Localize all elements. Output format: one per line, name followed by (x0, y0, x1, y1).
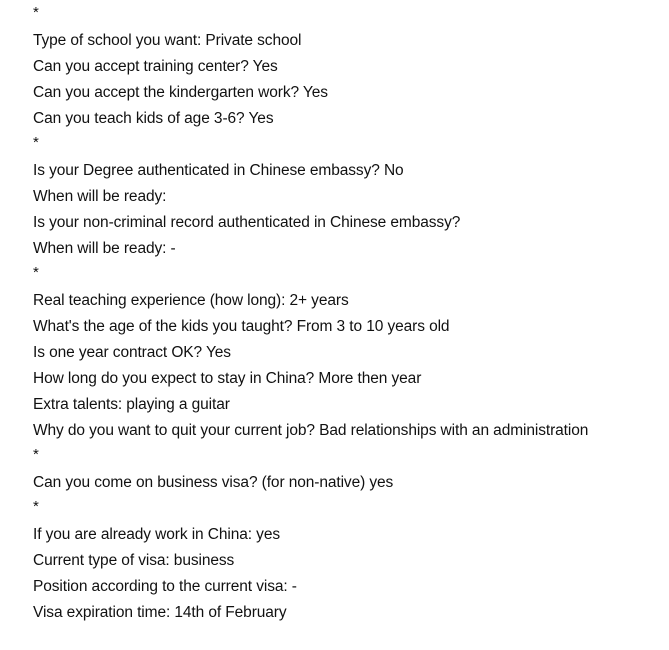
stay-duration-line: How long do you expect to stay in China? More then year (33, 370, 422, 387)
training-center-line: Can you accept training center? Yes (33, 58, 278, 75)
kindergarten-line: Can you accept the kindergarten work? Yes (33, 84, 328, 101)
questionnaire-document (33, 2, 663, 626)
visa-expiration-line: Visa expiration time: 14th of February (33, 604, 287, 621)
work-in-china-line: If you are already work in China: yes (33, 526, 281, 543)
visa-type-line: Current type of visa: business (33, 552, 235, 569)
business-visa-line: Can you come on business visa? (for non-native) yes (33, 474, 394, 491)
extra-talents-line: Extra talents: playing a guitar (33, 396, 230, 413)
section-separator: * (33, 498, 39, 515)
section-separator: * (33, 264, 39, 281)
teaching-experience-line: Real teaching experience (how long): 2+ years (33, 292, 349, 309)
criminal-record-ready-line: When will be ready: - (33, 240, 176, 257)
section-separator: * (33, 134, 39, 151)
teach-kids-age-line: Can you teach kids of age 3-6? Yes (33, 110, 274, 127)
criminal-record-line: Is your non-criminal record authenticated in Chinese embassy? (33, 214, 461, 231)
school-type-line: Type of school you want: Private school (33, 32, 302, 49)
section-separator: * (33, 4, 39, 21)
section-separator: * (33, 446, 39, 463)
visa-position-line: Position according to the current visa: - (33, 578, 297, 595)
degree-ready-line: When will be ready: (33, 188, 167, 205)
quit-reason-line: Why do you want to quit your current job? Bad relationships with an administration (33, 422, 589, 439)
degree-authenticated-line: Is your Degree authenticated in Chinese embassy? No (33, 162, 404, 179)
kids-age-taught-line: What's the age of the kids you taught? From 3 to 10 years old (33, 318, 450, 335)
contract-line: Is one year contract OK? Yes (33, 344, 231, 361)
